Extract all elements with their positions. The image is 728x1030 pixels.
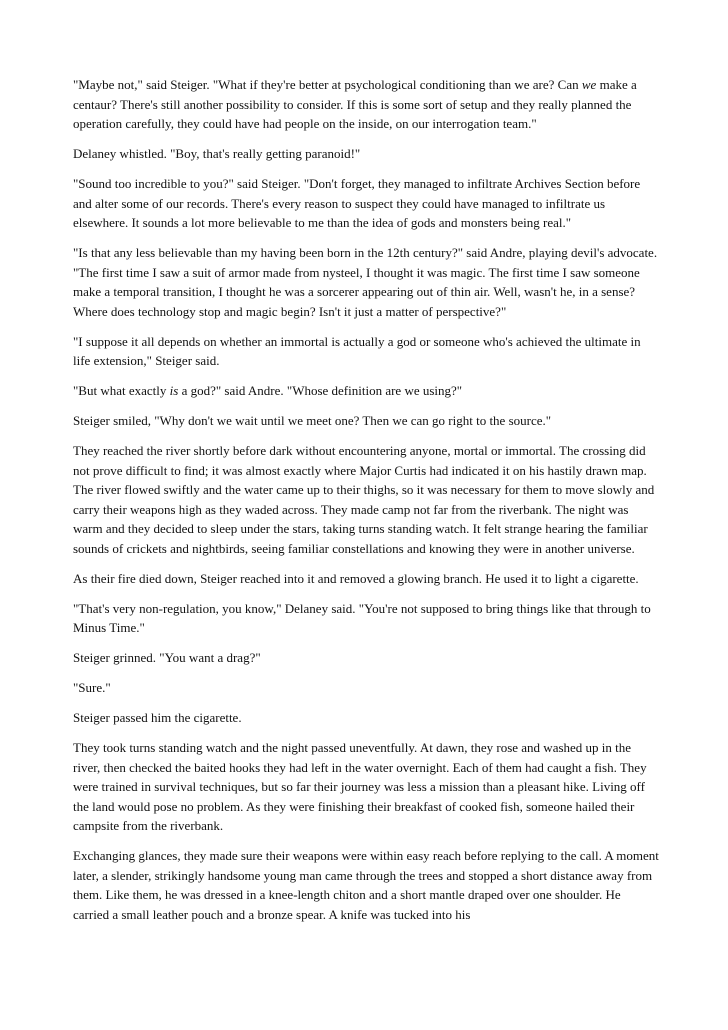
paragraph [73,332,659,371]
text-run: Steiger grinned. "You want a drag?" [73,650,261,665]
paragraph [73,411,659,431]
paragraph [73,846,659,924]
text-run: "Sound too incredible to you?" said Steiger. "Don't forget, they managed to infiltrate Archives Section before and alter some of our records. There's every reason to suspect they could have managed to infiltrate us elsewhere. It sounds a lot more believable to me than the idea of gods and monsters being real." [73,176,641,230]
text-run: "Sure." [73,680,111,695]
text-run: Delaney whistled. "Boy, that's really getting paranoid!" [73,146,361,161]
paragraph [73,569,659,589]
paragraph [73,441,659,558]
italic-text: is [169,383,179,398]
paragraph [73,75,659,134]
text-run: "But what exactly [73,383,170,398]
text-run: They reached the river shortly before dark without encountering anyone, mortal or immortal. The crossing did not prove difficult to find; it was almost exactly where Major Curtis had indicated it on his hastily drawn map. The river flowed swiftly and the water came up to their thighs, so it was necessary for them to move slowly and carry their weapons high as they waded across. They made camp not far from the riverbank. The night was warm and they decided to sleep under the stars, taking turns standing watch. It felt strange hearing the familiar sounds of crickets and nightbirds, seeing familiar constellations and knowing they were in another universe. [73,443,655,556]
document-page [73,75,659,935]
text-run: Steiger smiled, "Why don't we wait until we meet one? Then we can go right to the source." [73,413,552,428]
text-run: a god?" said Andre. "Whose definition are we using?" [178,383,463,398]
text-run: make a centaur? There's still another possibility to consider. If this is some sort of setup and they really planned the operation carefully, they could have had people on the inside, on our interrogation team." [73,77,637,131]
text-run: "Is that any less believable than my having been born in the 12th century?" said Andre, playing devil's advocate. "The first time I saw a suit of armor made from nysteel, I thought it was magic. The first time I saw someone make a temporal transition, I thought he was a sorcerer appearing out of thin air. Well, wasn't he, in a sense? Where does technology stop and magic begin? Isn't it just a matter of perspective?" [73,245,658,319]
paragraph [73,144,659,164]
text-run: "I suppose it all depends on whether an immortal is actually a god or someone who's achieved the ultimate in life extension," Steiger said. [73,333,641,368]
paragraph [73,708,659,728]
paragraph [73,381,659,401]
paragraph [73,599,659,638]
text-run: They took turns standing watch and the night passed uneventfully. At dawn, they rose and washed up in the river, then checked the baited hooks they had left in the water overnight. Each of them had caught a fish. They were trained in survival techniques, but so far their journey was less a mission than a pleasant hike. Living off the land would pose no problem. As they were finishing their breakfast of cooked fish, someone hailed their campsite from the riverbank. [73,740,647,833]
italic-text: we [581,77,597,92]
paragraph [73,243,659,321]
text-run: As their fire died down, Steiger reached into it and removed a glowing branch. He used it to light a cigarette. [73,570,639,586]
paragraph [73,738,659,836]
text-run: Exchanging glances, they made sure their weapons were within easy reach before replying to the call. A moment later, a slender, strikingly handsome young man came through the trees and stopped a short distance away from them. Like them, he was dressed in a knee-length chiton and a short mantle draped over one shoulder. He carried a small leather pouch and a bronze spear. A knife was tucked into his [73,848,659,922]
text-run: "Maybe not," said Steiger. "What if they're better at psychological conditioning than we are? Can [73,77,582,92]
text-run: "That's very non-regulation, you know," Delaney said. "You're not supposed to bring things like that through to Minus Time." [73,600,651,635]
paragraph [73,174,659,233]
text-run: Steiger passed him the cigarette. [73,710,242,725]
paragraph [73,648,659,668]
paragraph [73,678,659,698]
